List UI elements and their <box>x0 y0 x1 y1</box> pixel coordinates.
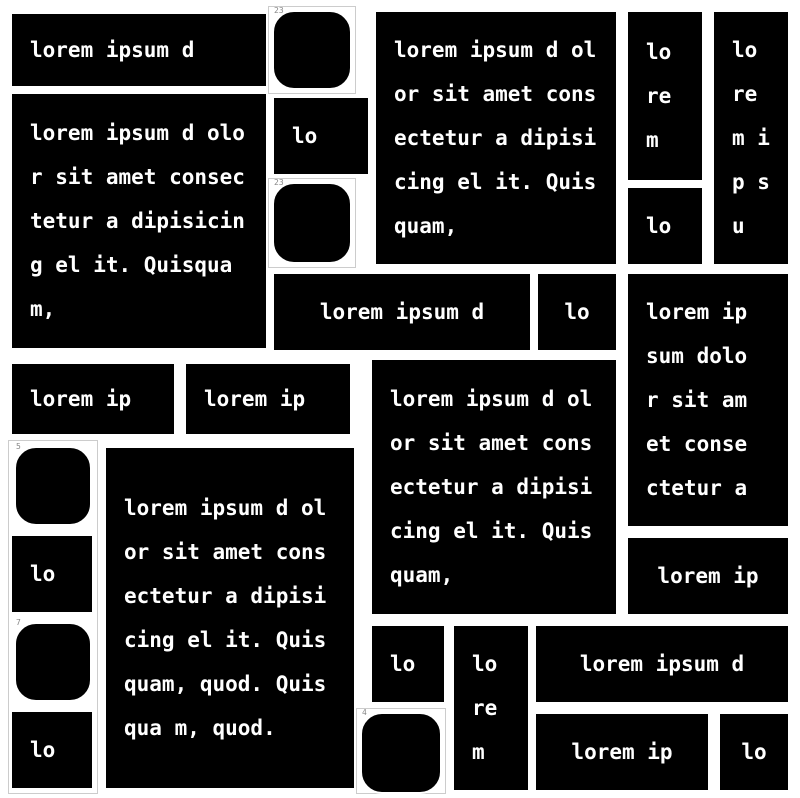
text-block-22-text: lo <box>741 740 767 764</box>
text-block-20[interactable] <box>534 624 790 704</box>
text-block-6[interactable] <box>626 186 704 266</box>
text-block-17-text: lorem ip <box>657 564 759 588</box>
text-block-4-text: lorem ipsum d olor sit amet consectetur a dipisicing el it. Quisquam, <box>394 38 597 238</box>
text-block-3[interactable] <box>272 96 370 176</box>
text-block-22[interactable] <box>718 712 790 792</box>
text-block-3-text: lo <box>292 124 318 148</box>
text-block-2-text: lorem ipsum d olor sit amet consectetur a dipisicing el it. Quisquam, <box>30 121 245 321</box>
text-block-17[interactable] <box>626 536 790 616</box>
text-block-7-text: lo re m ip su <box>732 38 770 238</box>
shape-rounded-4-index-label: 7 <box>16 618 21 627</box>
shape-rounded-5-index-label: 4 <box>362 708 367 717</box>
text-block-14[interactable] <box>10 534 94 614</box>
text-block-19-text: lo re m <box>472 652 510 764</box>
text-block-14-text: lo <box>30 562 56 586</box>
text-block-10-text: lorem ip sum dolo r sit am et conse ctetur a <box>646 300 760 500</box>
text-block-20-text: lorem ipsum d <box>579 652 745 676</box>
text-block-1-text: lorem ipsum d <box>30 38 195 62</box>
text-block-15[interactable] <box>10 710 94 790</box>
text-block-2[interactable] <box>10 92 268 350</box>
shape-rounded-3[interactable] <box>14 446 92 526</box>
text-block-5-text: lo re m <box>646 40 684 152</box>
text-block-8-text: lorem ipsum d <box>319 300 485 324</box>
text-block-4[interactable] <box>374 10 618 266</box>
text-block-11[interactable] <box>10 362 176 436</box>
shape-rounded-3-index-label: 5 <box>16 442 21 451</box>
text-block-9-text: lo <box>564 300 590 324</box>
text-block-15-text: lo <box>30 738 56 762</box>
shape-rounded-2-index-label: 23 <box>274 178 284 187</box>
text-block-9[interactable] <box>536 272 618 352</box>
text-block-13[interactable] <box>370 358 618 616</box>
shape-rounded-4[interactable] <box>14 622 92 702</box>
text-block-16-text: lorem ipsum d olor sit amet consectetur a dipisicing el it. Quisquam, quod. Quisqua m, quod. <box>124 496 327 740</box>
text-block-13-text: lorem ipsum d olor sit amet consectetur a dipisicing el it. Quisquam, <box>390 387 593 587</box>
text-block-11-text: lorem ip <box>30 387 132 411</box>
text-block-18-text: lo <box>390 652 416 676</box>
text-block-21[interactable] <box>534 712 710 792</box>
text-block-12[interactable] <box>184 362 352 436</box>
text-block-6-text: lo <box>646 214 672 238</box>
text-block-8[interactable] <box>272 272 532 352</box>
shape-rounded-5[interactable] <box>360 712 442 794</box>
text-block-16[interactable] <box>104 446 356 790</box>
text-block-12-text: lorem ip <box>204 387 306 411</box>
text-block-21-text: lorem ip <box>571 740 673 764</box>
text-block-10[interactable] <box>626 272 790 528</box>
text-block-19[interactable] <box>452 624 530 792</box>
shape-rounded-1-index-label: 23 <box>274 6 284 15</box>
shape-rounded-2[interactable] <box>272 182 352 264</box>
shape-rounded-1[interactable] <box>272 10 352 90</box>
text-block-18[interactable] <box>370 624 446 704</box>
text-block-5[interactable] <box>626 10 704 182</box>
text-block-7[interactable] <box>712 10 790 266</box>
text-block-1[interactable] <box>10 12 268 88</box>
